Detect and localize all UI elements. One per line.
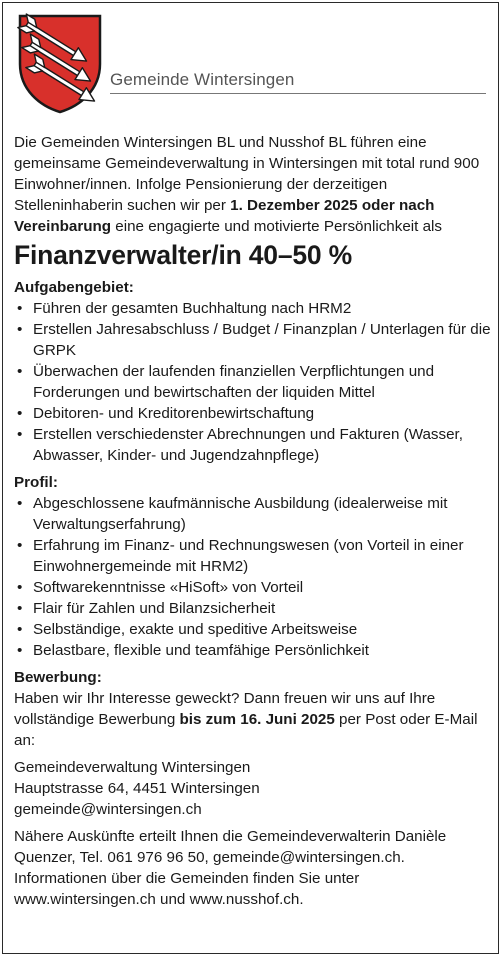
bewerbung-text-2: per Post oder E-Mail an: <box>14 711 478 749</box>
list-item: • Führen der gesamten Buchhaltung nach HRM2 <box>14 298 492 319</box>
list-item: • Überwachen der laufenden finanziellen Verpflichtungen und Forderungen und bewirtschaften der liquiden Mittel <box>14 361 492 403</box>
profil-list <box>14 493 492 661</box>
address-block <box>14 757 492 820</box>
list-item: • Flair für Zahlen und Bilanzsicherheit <box>14 598 492 619</box>
contact-paragraph: Nähere Auskünfte erteilt Ihnen die Gemeindeverwalterin Danièle Quenzer, Tel. 061 976 96 50, gemeinde@wintersingen.ch. <box>14 828 447 866</box>
list-item: • Erstellen Jahresabschluss / Budget / Finanzplan / Unterlagen für die GRPK <box>14 319 492 361</box>
intro-paragraph <box>14 132 492 237</box>
intro-start-date: 1. Dezember 2025 oder nach Vereinbarung <box>14 197 435 235</box>
job-title: Finanzverwalter/in 40–50 % <box>14 240 352 270</box>
aufgaben-list <box>14 298 492 466</box>
list-item: • Debitoren- und Kreditorenbewirtschaftung <box>14 403 492 424</box>
bewerbung-paragraph <box>14 688 492 751</box>
profil-title: Profil: <box>14 474 58 491</box>
ad-content <box>14 132 492 910</box>
intro-text-1: Die Gemeinden Wintersingen BL und Nusshof BL führen eine gemeinsame Gemeindeverwaltung in Wintersingen mit total rund 900 Einwohner/innen. Infolge Pensionierung der derzeitigen Stelleninhaberin suchen wir per <box>14 134 480 214</box>
bewerbung-title: Bewerbung: <box>14 669 102 686</box>
info-paragraph: Informationen über die Gemeinden finden Sie unter www.wintersingen.ch und www.nusshof.ch. <box>14 870 360 908</box>
list-item: • Erstellen verschiedenster Abrechnungen und Fakturen (Wasser, Abwasser, Kinder- und Jugendzahnpflege) <box>14 424 492 466</box>
address-email: gemeinde@wintersingen.ch <box>14 801 202 818</box>
coat-of-arms-icon <box>16 12 104 115</box>
municipality-name: Gemeinde Wintersingen <box>110 70 295 89</box>
list-item: • Erfahrung im Finanz- und Rechnungswesen (von Vorteil in einer Einwohnergemeinde mit HRM2) <box>14 535 492 577</box>
header-rule <box>110 93 486 94</box>
bewerbung-deadline: bis zum 16. Juni 2025 <box>179 711 335 728</box>
list-item: • Belastbare, flexible und teamfähige Persönlichkeit <box>14 640 492 661</box>
list-item: • Softwarekenntnisse «HiSoft» von Vorteil <box>14 577 492 598</box>
address-line-2: Hauptstrasse 64, 4451 Wintersingen <box>14 780 260 797</box>
address-line-1: Gemeindeverwaltung Wintersingen <box>14 759 251 776</box>
intro-text-2: eine engagierte und motivierte Persönlichkeit als <box>111 218 442 235</box>
ad-header <box>0 0 503 120</box>
list-item: • Abgeschlossene kaufmännische Ausbildung (idealerweise mit Verwaltungserfahrung) <box>14 493 492 535</box>
bewerbung-text-1: Haben wir Ihr Interesse geweckt? Dann freuen wir uns auf Ihre vollständige Bewerbung <box>14 690 436 728</box>
aufgaben-title: Aufgabengebiet: <box>14 279 134 296</box>
list-item: • Selbständige, exakte und speditive Arbeitsweise <box>14 619 492 640</box>
